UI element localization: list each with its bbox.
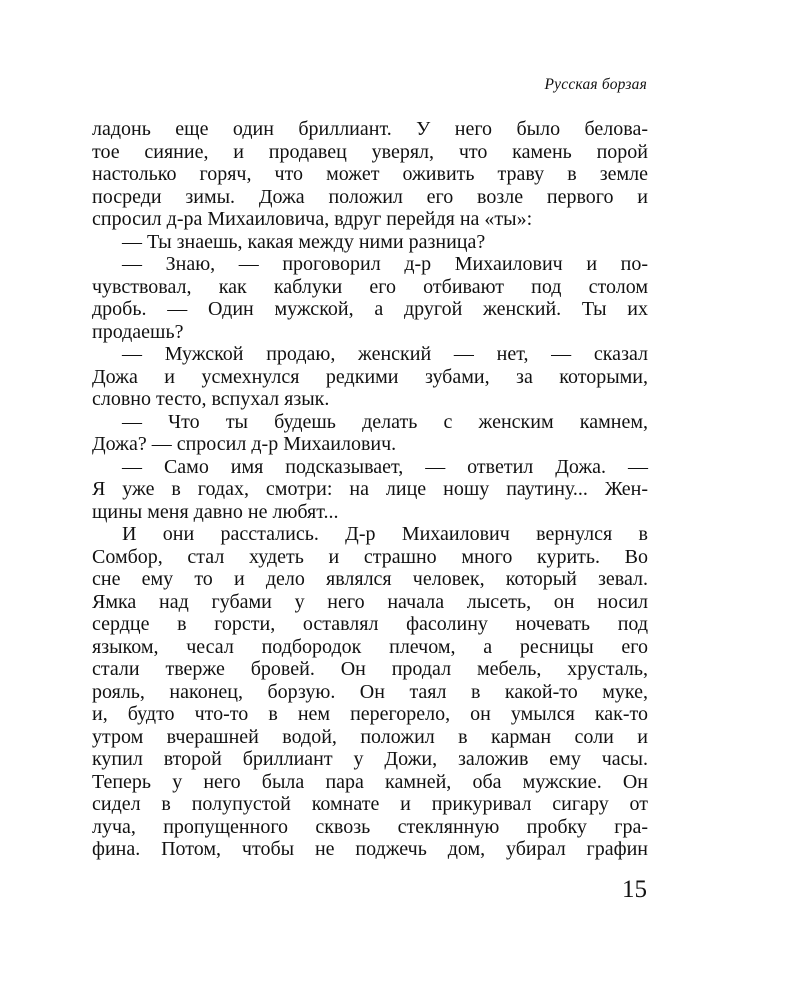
running-header: Русская борзая xyxy=(544,76,647,93)
text-line: стали тверже бровей. Он продал мебель, хрусталь, xyxy=(92,658,648,680)
page-number: 15 xyxy=(622,876,647,903)
text-line: словно тесто, вспухал язык. xyxy=(92,388,330,410)
text-line: Дожа и усмехнулся редкими зубами, за которыми, xyxy=(92,365,648,388)
text-line: купил второй бриллиант у Дожи, заложив ему часы. xyxy=(92,748,648,770)
text-line: — Мужской продаю, женский — нет, — сказал xyxy=(122,343,648,365)
text-line: — Знаю, — проговорил д-р Михаилович и по- xyxy=(122,253,648,275)
text-line: — Что ты будешь делать с женским камнем, xyxy=(122,410,648,433)
text-line: рояль, наконец, борзую. Он таял в какой-то муке, xyxy=(92,680,648,703)
text-line: продаешь? xyxy=(92,320,184,343)
text-line: фина. Потом, чтобы не поджечь дом, убирал графин xyxy=(92,838,648,860)
text-line: сидел в полупустой комнате и прикуривал сигару от xyxy=(92,793,648,815)
text-line: И они расстались. Д-р Михаилович вернулся в xyxy=(122,523,648,545)
text-line: утром вчерашней водой, положил в карман соли и xyxy=(92,725,648,748)
text-line: луча, пропущенного сквозь стеклянную пробку гра- xyxy=(92,815,648,838)
text-line: сердце в горсти, оставлял фасолину ночевать под xyxy=(92,613,648,635)
text-line: дробь. — Один мужской, а другой женский. Ты их xyxy=(92,298,648,320)
text-line: чувствовал, как каблуки его отбивают под столом xyxy=(92,275,648,298)
text-line: ладонь еще один бриллиант. У него было белова- xyxy=(92,118,648,140)
text-line: посреди зимы. Дожа положил его возле первого и xyxy=(92,185,648,208)
text-line: — Само имя подсказывает, — ответил Дожа. — xyxy=(122,455,648,478)
text-line: Теперь у него была пара камней, оба мужские. Он xyxy=(92,770,648,793)
body-text xyxy=(92,118,648,861)
text-line: щины меня давно не любят... xyxy=(92,500,339,523)
text-line: спросил д-ра Михаиловича, вдруг перейдя на «ты»: xyxy=(92,208,533,230)
text-line: Сомбор, стал худеть и страшно много курить. Во xyxy=(92,545,648,568)
text-line: тое сияние, и продавец уверял, что камень порой xyxy=(92,140,648,163)
text-line: и, будто что-то в нем перегорело, он умылся как-то xyxy=(92,703,648,725)
text-line: Я уже в годах, смотри: на лице ношу паутину... Жен- xyxy=(92,478,648,500)
text-line: Дожа? — спросил д-р Михаилович. xyxy=(92,433,397,455)
text-line: Ямка над губами у него начала лысеть, он носил xyxy=(92,590,648,613)
text-line: языком, чесал подбородок плечом, а ресницы его xyxy=(92,635,648,658)
text-line: — Ты знаешь, какая между ними разница? xyxy=(122,230,486,253)
text-line: настолько горяч, что может оживить траву в земле xyxy=(92,163,648,185)
text-line: сне ему то и дело являлся человек, который зевал. xyxy=(92,568,648,590)
